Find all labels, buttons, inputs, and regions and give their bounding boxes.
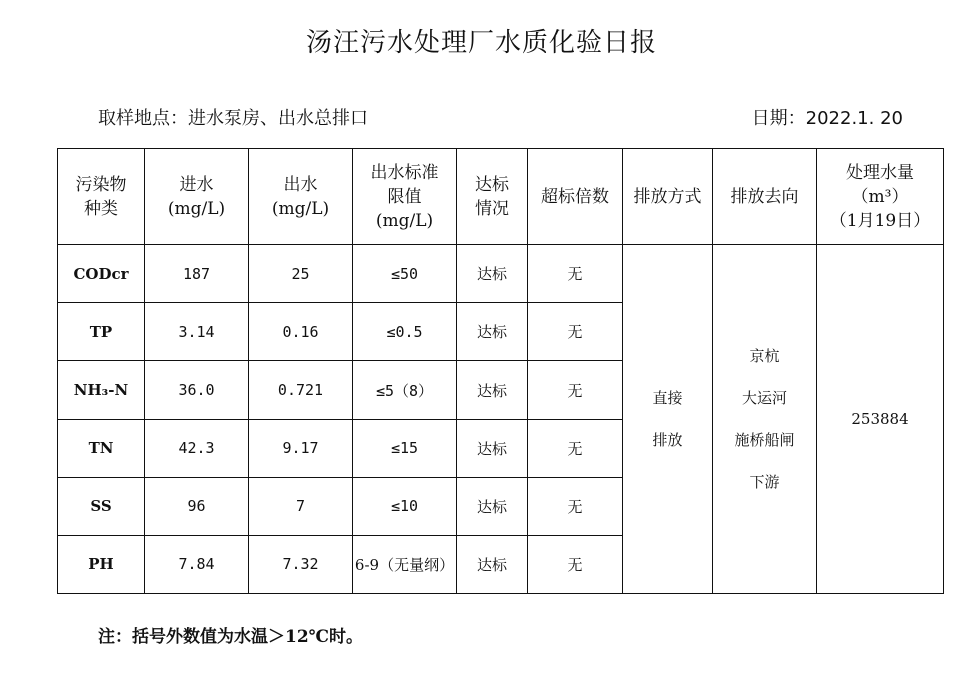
influent-cell: 36.0 <box>145 361 249 419</box>
compliance-cell: 达标 <box>457 535 528 593</box>
effluent-cell: 7 <box>249 477 353 535</box>
exceed-cell: 无 <box>528 245 623 303</box>
report-title: 汤汪污水处理厂水质化验日报 <box>305 28 657 58</box>
compliance-cell: 达标 <box>457 303 528 361</box>
exceed-cell: 无 <box>528 303 623 361</box>
exceed-cell: 无 <box>528 477 623 535</box>
pollutant-cell: TN <box>58 419 145 477</box>
limit-cell: ≤10 <box>353 477 457 535</box>
influent-cell: 187 <box>145 245 249 303</box>
sampling-location: 取样地点：进水泵房、出水总排口 <box>98 108 368 129</box>
header-discharge-method: 排放方式 <box>623 149 713 245</box>
compliance-cell: 达标 <box>457 419 528 477</box>
effluent-cell: 9.17 <box>249 419 353 477</box>
exceed-cell: 无 <box>528 361 623 419</box>
water-quality-table <box>57 148 944 594</box>
pollutant-cell: CODcr <box>58 245 145 303</box>
pollutant-cell: TP <box>58 303 145 361</box>
exceed-cell: 无 <box>528 535 623 593</box>
influent-cell: 3.14 <box>145 303 249 361</box>
limit-cell: ≤50 <box>353 245 457 303</box>
report-date: 日期：2022.1. 20 <box>751 108 903 129</box>
header-limit: 出水标准 限值 (mg/L) <box>353 149 457 245</box>
influent-cell: 42.3 <box>145 419 249 477</box>
header-pollutant: 污染物 种类 <box>58 149 145 245</box>
treated-volume-cell: 253884 <box>817 245 944 594</box>
header-compliance: 达标 情况 <box>457 149 528 245</box>
effluent-cell: 0.16 <box>249 303 353 361</box>
compliance-cell: 达标 <box>457 361 528 419</box>
influent-cell: 7.84 <box>145 535 249 593</box>
influent-cell: 96 <box>145 477 249 535</box>
discharge-direction-cell: 京杭 大运河 施桥船闸 下游 <box>713 245 817 594</box>
header-volume: 处理水量 （m³） （1月19日） <box>817 149 944 245</box>
exceed-cell: 无 <box>528 419 623 477</box>
limit-cell: ≤5（8） <box>353 361 457 419</box>
limit-cell: ≤15 <box>353 419 457 477</box>
limit-cell: ≤0.5 <box>353 303 457 361</box>
effluent-cell: 0.721 <box>249 361 353 419</box>
header-effluent: 出水 (mg/L) <box>249 149 353 245</box>
table-row <box>58 245 944 303</box>
pollutant-cell: SS <box>58 477 145 535</box>
compliance-cell: 达标 <box>457 477 528 535</box>
effluent-cell: 7.32 <box>249 535 353 593</box>
footnote: 注：括号外数值为水温＞12℃时。 <box>98 627 364 647</box>
header-influent: 进水 (mg/L) <box>145 149 249 245</box>
header-exceed: 超标倍数 <box>528 149 623 245</box>
header-row <box>58 149 944 245</box>
discharge-method-cell: 直接 排放 <box>623 245 713 594</box>
compliance-cell: 达标 <box>457 245 528 303</box>
effluent-cell: 25 <box>249 245 353 303</box>
pollutant-cell: PH <box>58 535 145 593</box>
pollutant-cell: NH₃-N <box>58 361 145 419</box>
header-discharge-direction: 排放去向 <box>713 149 817 245</box>
limit-cell: 6-9（无量纲） <box>353 535 457 593</box>
